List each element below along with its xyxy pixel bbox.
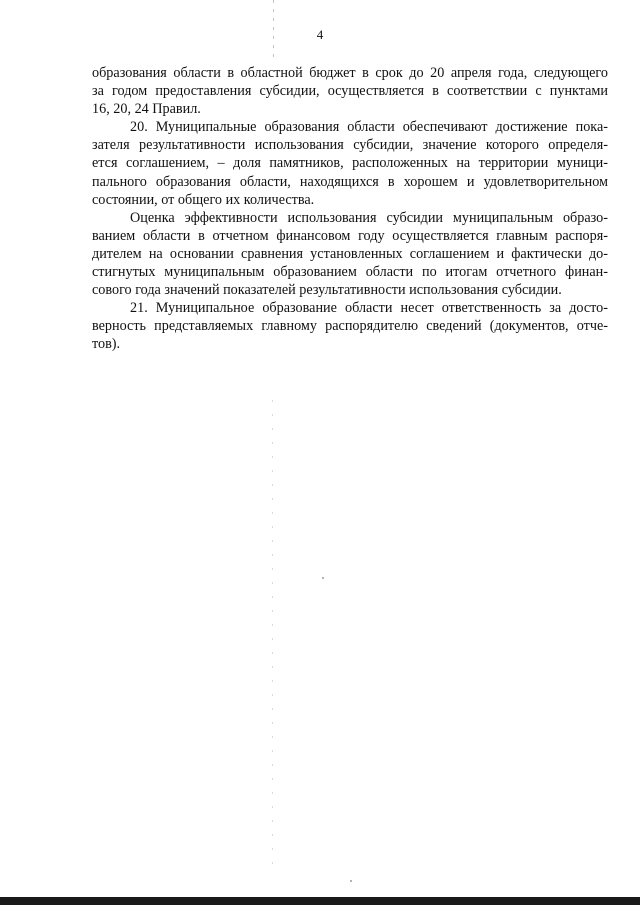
text-line: состоянии, от общего их количества. <box>92 191 315 208</box>
text-line: ется соглашением, – доля памятников, расположенных на территории муници- <box>92 155 608 172</box>
scan-artifact-line <box>272 400 273 870</box>
text-line: верность представляемых главному распорядителю сведений (документов, отче- <box>92 318 608 335</box>
text-line: пального образования области, находящихся в хорошем и удовлетворительном <box>92 173 608 190</box>
text-line: дителем на основании сравнения установленных соглашением и фактически до- <box>92 245 608 262</box>
text-line: ванием области в отчетном финансовом году осуществляется главным распоря- <box>92 227 608 244</box>
document-body <box>92 64 608 354</box>
text-line: за годом предоставления субсидии, осуществляется в соответствии с пунктами <box>92 83 608 100</box>
paragraph <box>92 118 608 208</box>
text-line: 16, 20, 24 Правил. <box>92 101 201 118</box>
paragraph <box>92 299 608 353</box>
scan-speck <box>322 577 324 579</box>
text-line: тов). <box>92 336 121 353</box>
scan-artifact-edge <box>0 897 640 905</box>
text-line: образования области в областной бюджет в срок до 20 апреля года, следующего <box>92 65 608 81</box>
scan-speck <box>350 880 352 882</box>
text-line: стигнутых муниципальным образованием области по итогам отчетного финан- <box>92 264 608 281</box>
text-line: 21. Муниципальное образование области несет ответственность за досто- <box>130 300 608 317</box>
paragraph <box>92 209 608 299</box>
page-number: 4 <box>316 27 324 42</box>
text-line: Оценка эффективности использования субсидии муниципальным образо- <box>130 209 608 226</box>
text-line: 20. Муниципальные образования области обеспечивают достижение пока- <box>130 119 608 136</box>
text-line: сового года значений показателей результативности использования субсидии. <box>92 282 562 299</box>
paragraph <box>92 64 608 118</box>
text-line: зателя результативности использования субсидии, значение которого определя- <box>92 137 608 154</box>
